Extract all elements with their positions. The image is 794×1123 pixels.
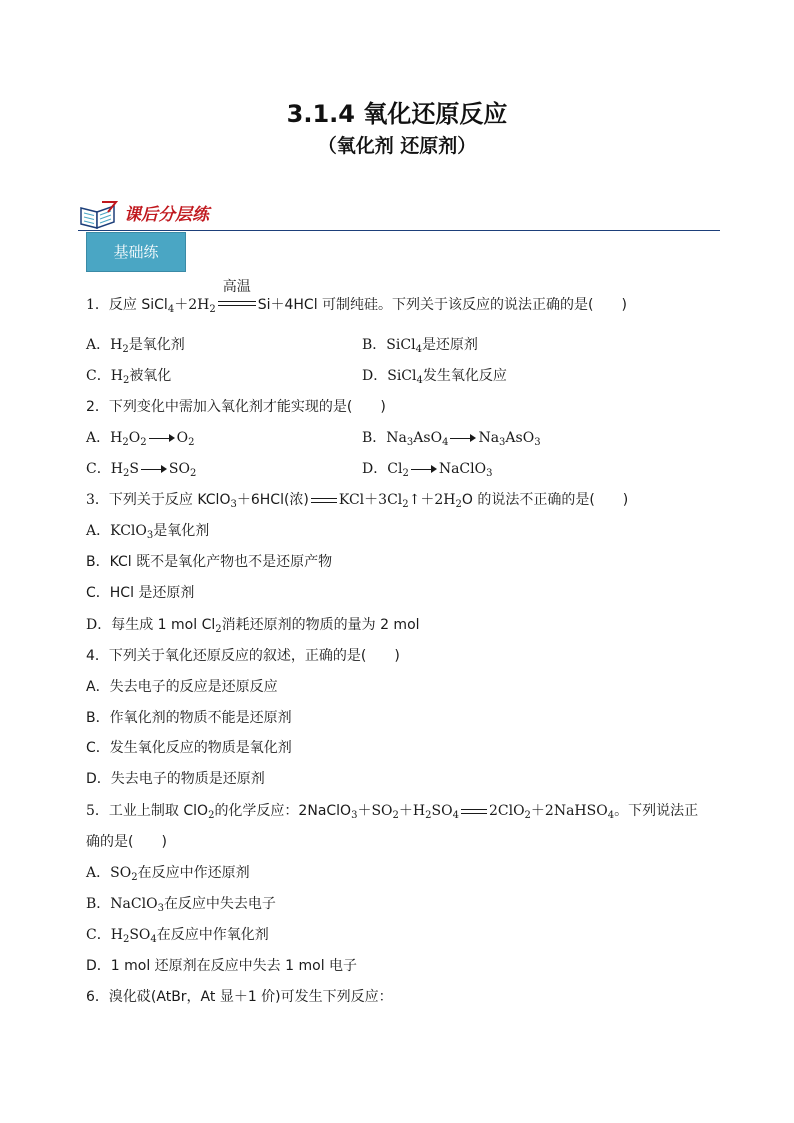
page-subtitle: （氧化剂 还原剂）	[317, 135, 477, 157]
arrow-icon	[448, 428, 478, 448]
book-icon	[78, 200, 118, 230]
q4-option-b: B．作氧化剂的物质不能是还原剂	[86, 710, 292, 726]
question-3-stem: 3．下列关于反应 KClO$_3$＋6HCl(浓) $KCl+3Cl_2↑+2H_2O$ 的说法不正确的是( )	[86, 492, 629, 510]
q1-option-d: D．SiCl$_4$发生氧化反应	[362, 368, 507, 386]
arrow-icon	[147, 428, 177, 448]
section-title: 课后分层练	[124, 205, 209, 225]
q5-option-a: A．$SO_2$在反应中作还原剂	[86, 865, 250, 883]
level-tab-basic: 基础练	[86, 232, 186, 272]
q4-option-d: D．失去电子的物质是还原剂	[86, 771, 265, 787]
q1-option-b: B．SiCl$_4$是还原剂	[362, 337, 478, 355]
question-4-stem: 4．下列关于氧化还原反应的叙述，正确的是( )	[86, 648, 400, 664]
q5-option-b: B．NaClO$_3$在反应中失去电子	[86, 896, 276, 914]
q1-option-c: C．$H_2$被氧化	[86, 368, 172, 386]
q3-option-b: B．KCl 既不是氧化产物也不是还原产物	[86, 554, 333, 570]
page-title: 3.1.4 氧化还原反应	[286, 100, 508, 128]
section-divider	[78, 230, 720, 231]
q2-option-c: C．$H_2S$ $SO_2$	[86, 461, 197, 479]
question-5-stem-cont: 确的是( )	[86, 834, 167, 850]
q2-option-d: D．$Cl_2$ NaClO$_3$	[362, 461, 493, 479]
q3-option-d: D．每生成 1 mol $Cl_2$消耗还原剂的物质的量为 2 mol	[86, 617, 420, 635]
reaction-condition: 高温	[216, 295, 258, 315]
q3-option-c: C．HCl 是还原剂	[86, 585, 195, 601]
q2-option-b: B．$Na_3AsO_4$ $Na_3AsO_3$	[362, 430, 541, 448]
arrow-icon	[409, 459, 439, 479]
equals-sign	[309, 490, 339, 510]
q2-option-a: A．$H_2O_2$ $O_2$	[86, 430, 195, 448]
question-6-stem: 6．溴化砹(AtBr，At 显＋1 价)可发生下列反应：	[86, 989, 393, 1005]
section-header	[78, 196, 720, 232]
question-5-stem: 5．工业上制取 ClO$_2$的化学反应：$2NaClO_3+SO_2+H_2SO_4$ 2ClO$_2$＋2NaHSO$_4$。下列说法正	[86, 803, 699, 821]
question-2-stem: 2．下列变化中需加入氧化剂才能实现的是( )	[86, 399, 386, 415]
q1-option-a: A．$H_2$是氧化剂	[86, 337, 185, 355]
q3-option-a: A．KClO$_3$是氧化剂	[86, 523, 210, 541]
question-1-stem: 1．反应 $SiCl_4+2H_2$ 高温 Si＋4HCl 可制纯硅。下列关于该反应的说法正确的是( )	[86, 279, 627, 315]
equals-sign	[459, 801, 489, 821]
q4-option-c: C．发生氧化反应的物质是氧化剂	[86, 740, 292, 756]
q4-option-a: A．失去电子的反应是还原反应	[86, 679, 278, 695]
arrow-icon	[139, 459, 169, 479]
q5-option-c: C．$H_2SO_4$在反应中作氧化剂	[86, 927, 269, 945]
q5-option-d: D．1 mol 还原剂在反应中失去 1 mol 电子	[86, 958, 358, 974]
